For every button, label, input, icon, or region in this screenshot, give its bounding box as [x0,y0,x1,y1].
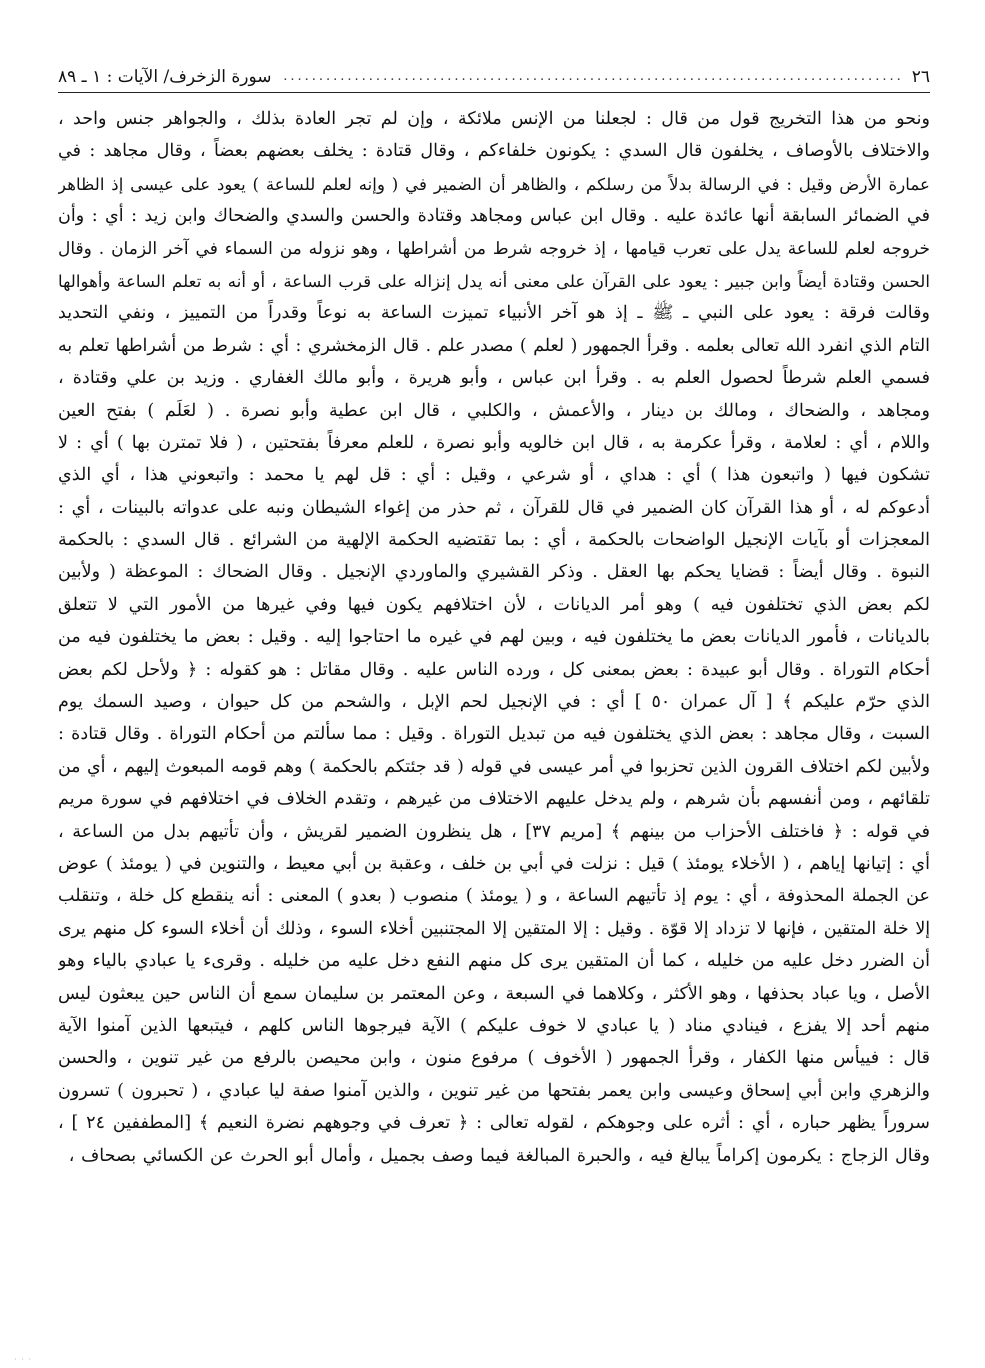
text-line: النبوة . وقال أيضاً : قضايا يحكم بها العقل . وذكر القشيري والماوردي الإنجيل . وقال الضحاك : الموعظة ( ولأبين [58,562,930,583]
text-line: المعجزات أو بآيات الإنجيل الواضحات بالحكمة ، أي : بما تقتضيه الحكمة الإلهية من الشرائع . قال السدي : بالحكمة [58,530,930,551]
text-line: منهم أحد إلا يفزع ، فينادي مناد ( يا عبادي لا خوف عليكم ) الآية فيرجوها الناس كلهم ، فيتبعها الذين آمنوا الآية [58,1015,930,1036]
page-number: ٢٦ [911,67,930,87]
text-line: بالديانات ، فأمور الديانات بعض ما يختلفون فيه ، وبين لهم في غيره ما احتاجوا إليه . وقيل : بعض ما يختلفون فيه من [58,627,930,648]
text-line: لكم بعض الذي تختلفون فيه ) وهو أمر الديانات ، لأن اختلافهم يكون فيها وفي غيرها من الأمور التي لا تتعلق [58,594,930,615]
text-line: أدعوكم له ، أو هذا القرآن كان الضمير في قال للقرآن ، ثم حذر من إغواء الشيطان ونبه على عدواته بالبينات ، أي : [58,497,930,518]
text-line: الأصل ، ويا عباد بحذفها ، وهو الأكثر ، وكلاهما في السبعة ، وعن المعتمر بن سليمان سمع أن الناس حين يبعثون ليس [58,983,930,1004]
page-body [58,103,930,1172]
page-header [58,62,930,93]
text-line: سروراً يظهر حباره ، أي : أثره على وجوهكم ، لقوله تعالى : ﴿ تعرف في وجوههم نضرة النعيم ﴾ [المطففين ٢٤ ] ، [58,1113,930,1134]
text-line: عمارة الأرض وقيل : في الرسالة بدلاً من رسلكم ، والظاهر أن الضمير في ( وإنه لعلم للساعة ) يعود على عيسى إذ الظاهر [58,173,930,194]
text-line: السبت ، وقال مجاهد : بعض الذي يختلفون فيه من تبديل التوراة . وقيل : مما سألتم من أحكام التوراة . وقال قتادة : [58,724,930,745]
text-line: أي : إتيانها إياهم ، ( الأخلاء يومئذ ) قيل : نزلت في أبي بن خلف ، وعقبة بن أبي معيط ، والتنوين في ( يومئذ ) عوض [58,853,930,874]
text-line: الحسن وقتادة أيضاً وابن جبير : يعود على القرآن على معنى أنه يدل إنزاله على قرب الساعة ، أو أنه به تعلم الساعة وأهوالها [58,270,930,291]
book-page [58,62,930,1172]
text-line: في قوله : ﴿ فاختلف الأحزاب من بينهم ﴾ [مريم ٣٧] ، هل ينظرون الضمير لقريش ، وأن تأتيهم بدل من الساعة ، [58,821,930,842]
header-title-group [58,62,912,92]
text-line: وقالت فرقة : يعود على النبي ـ ﷺ ـ إذ هو آخر الأنبياء تميزت الساعة به نوعاً وقدراً من التمييز ، ونفي التحديد [58,303,930,324]
text-line: والاختلاف بالأوصاف ، يخلفون قال السدي : يكونون خلفاءكم ، وقال قتادة : يخلف بعضهم بعضاً ، وقال مجاهد : في [58,141,930,162]
leader-dots [280,62,904,92]
scan-artifact: · · · [14,1355,32,1364]
text-line: الذي حرّم عليكم ﴾ [ آل عمران ٥٠ ] أي : في الإنجيل لحم الإبل ، والشحم من كل حيوان ، وصيد السمك يوم [58,692,930,713]
text-line: تشكون فيها ( واتبعون هذا ) أي : هداي ، أو شرعي ، وقيل : أي : قل لهم يا محمد : واتبعوني هذا ، أي الذي [58,465,930,486]
running-title: سورة الزخرف/ الآيات : ١ ـ ٨٩ [58,67,272,87]
text-line: ومجاهد ، والضحاك ، ومالك بن دينار ، والأعمش ، والكلبي ، قال ابن عطية وأبو نصرة . ( لعَلَم ) بفتح العين [58,400,930,421]
text-line: ولأبين لكم اختلاف القرون الذين تحزبوا في أمر عيسى في قوله ( قد جئتكم بالحكمة ) وهم قومه المبعوث إليهم ، أي من [58,756,930,777]
text-line: أحكام التوراة . وقال أبو عبيدة : بعض بمعنى كل ، ورده الناس عليه . وقال مقاتل : هو كقوله : ﴿ ولأحل لكم بعض [58,659,930,680]
text-line: واللام ، أي : لعلامة ، وقرأ عكرمة به ، قال ابن خالويه وأبو نصرة ، للعلم معرفاً بفتحتين ، ( فلا تمترن بها ) أي : لا [58,432,930,453]
text-line: التام الذي انفرد الله تعالى بعلمه . وقرأ الجمهور ( لعلم ) مصدر علم . قال الزمخشري : أي : شرط من أشراطها تعلم به [58,335,930,356]
text-line: ونحو من هذا التخريج قول من قال : لجعلنا من الإنس ملائكة ، وإن لم تجر العادة بذلك ، والجواهر جنس واحد ، [58,109,930,129]
text-line: والزهري وابن أبي إسحاق وعيسى وابن يعمر بفتحها من غير تنوين ، والذين آمنوا صفة ليا عبادي ، ( تحبرون ) تسرون [58,1080,930,1101]
text-line: قال : فييأس منها الكفار ، وقرأ الجمهور ( الأخوف ) مرفوع منون ، وابن محيصن بالرفع من غير تنوين ، والحسن [58,1048,930,1069]
text-line: أن الضرر دخل عليه من خليله ، كما أن المتقين يرى كل منهم النفع دخل عليه من خليله . وقرىء يا عبادي بالياء وهو [58,951,930,972]
text-line: عن الجملة المحذوفة ، أي : يوم إذ تأتيهم الساعة ، و ( يومئذ ) منصوب ( بعدو ) المعنى : أنه ينقطع كل خلة ، وتنقلب [58,886,930,907]
text-line: وقال الزجاج : يكرمون إكراماً يبالغ فيه ، والحبرة المبالغة فيما وصف بجميل ، وأمال أبو الحرث عن الكسائي بصحاف ، [68,1145,930,1166]
text-line: في الضمائر السابقة أنها عائدة عليه . وقال ابن عباس ومجاهد وقتادة والحسن والسدي والضحاك وابن زيد : أي : وأن [58,206,930,227]
text-line: تلقائهم ، ومن أنفسهم بأن شرهم ، ولم يدخل عليهم الاختلاف من غيرهم ، وتقدم الخلاف في اختلافهم في سورة مريم [58,789,930,810]
text-line: إلا خلة المتقين ، فإنها لا تزداد إلا قوّة . وقيل : إلا المتقين إلا المجتنبين أخلاء السوء ، وذلك أن أخلاء السوء كل منهم يرى [58,918,930,939]
text-line: فسمي العلم شرطاً لحصول العلم به . وقرأ ابن عباس ، وأبو هريرة ، وأبو مالك الغفاري . وزيد بن علي وقتادة ، [58,368,930,389]
text-line: خروجه لعلم للساعة يدل على تعرب قيامها ، إذ خروجه شرط من أشراطها ، وهو نزوله من السماء في آخر الزمان . وقال [58,238,930,259]
